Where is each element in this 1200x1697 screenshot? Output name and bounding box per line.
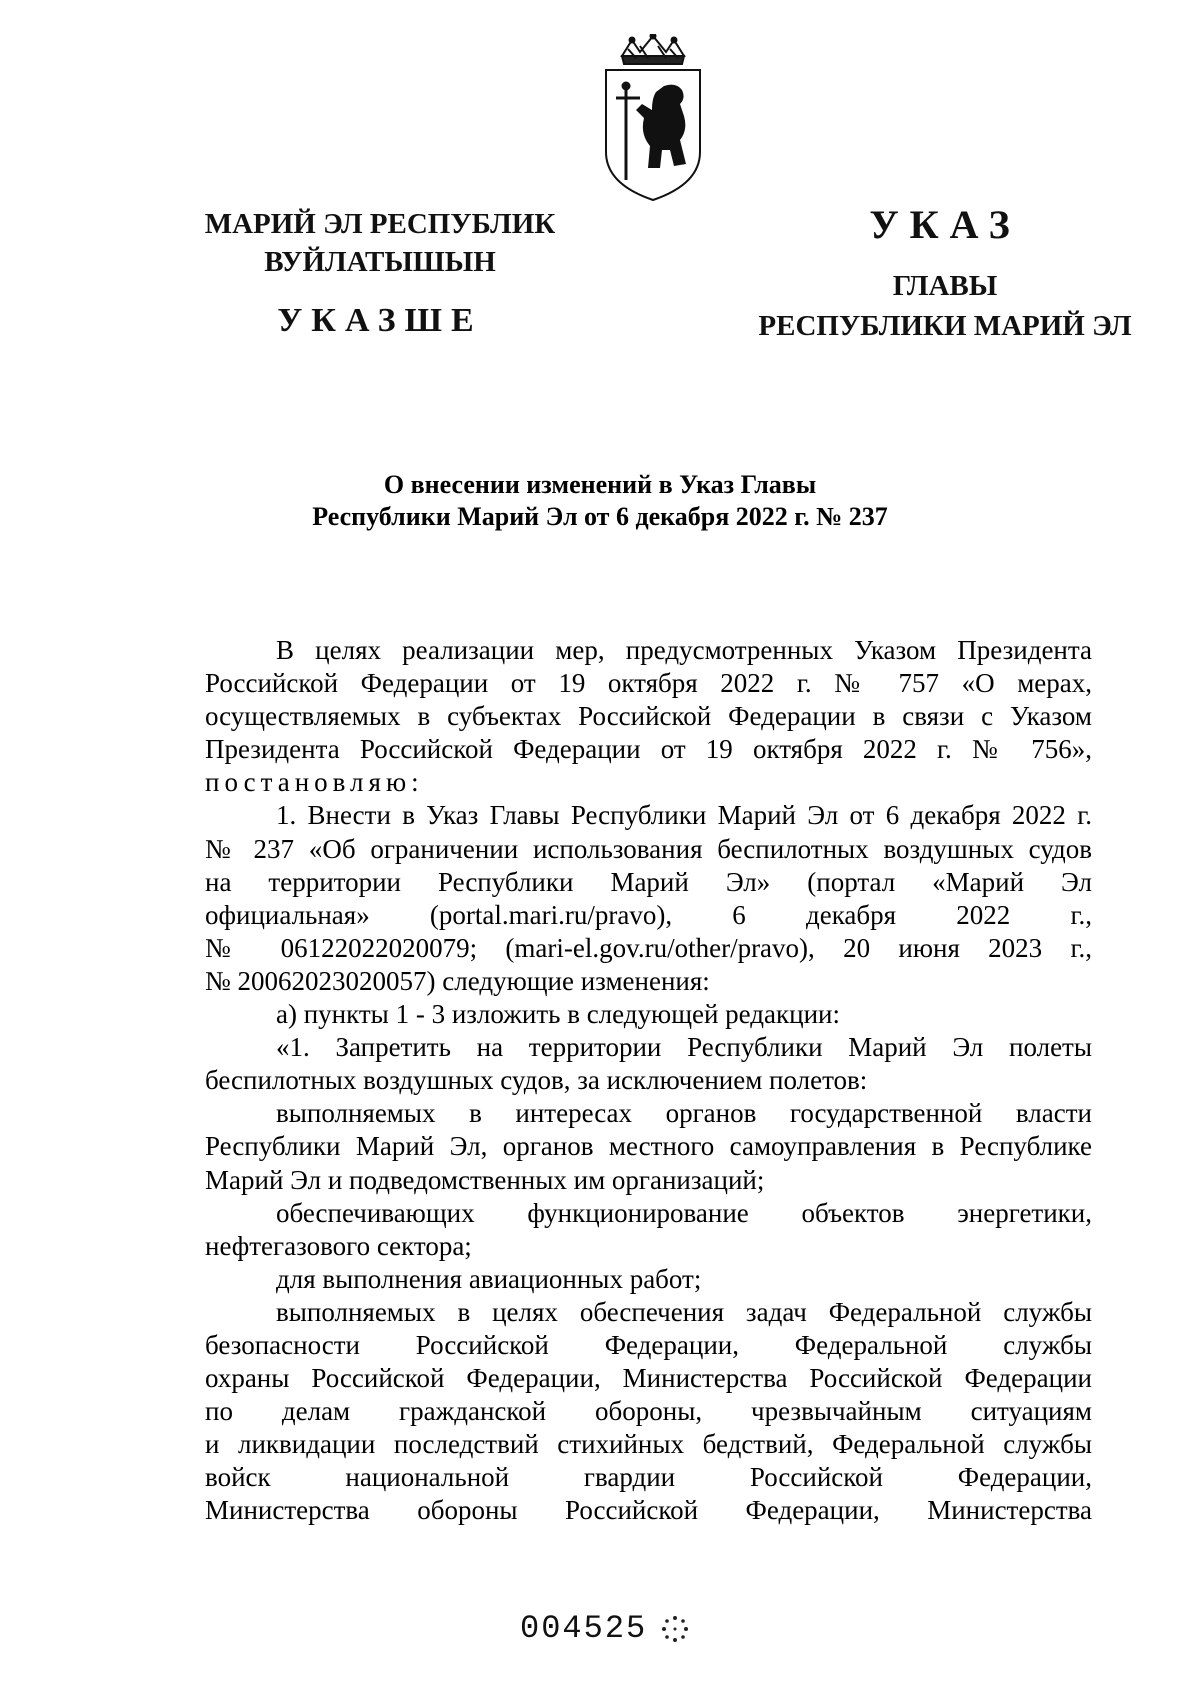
body-line: осуществляемых в субъектах Российской Федерации в связи с Указом — [205, 701, 1092, 732]
body-line: 1. Внести в Указ Главы Республики Марий Эл от 6 декабря 2022 г. — [276, 800, 1092, 831]
body-line: а) пункты 1 - 3 изложить в следующей редакции: — [276, 999, 840, 1030]
coat-of-arms-icon — [592, 34, 714, 204]
body-line: охраны Российской Федерации, Министерства Российской Федерации — [205, 1363, 1092, 1394]
body-line: № 06122022020079; (mari-el.gov.ru/other/pravo), 20 июня 2023 г., — [205, 932, 1092, 963]
header-left-line2: ВУЙЛАТЫШЫН — [264, 246, 496, 278]
body-line: на территории Республики Марий Эл» (портал «Марий Эл — [205, 866, 1092, 897]
body-line: войск национальной гвардии Российской Федерации, — [205, 1462, 1092, 1493]
ornament-star-icon — [660, 1614, 690, 1644]
header-right-line3: РЕСПУБЛИКИ МАРИЙ ЭЛ — [758, 310, 1132, 342]
body-line: и ликвидации последствий стихийных бедствий, Федеральной службы — [205, 1429, 1092, 1460]
body-line: Марий Эл и подведомственных им организаций; — [205, 1164, 765, 1195]
header-right-line2: ГЛАВЫ — [892, 270, 998, 302]
serial-number: 004525 — [520, 1610, 648, 1647]
body-line: Министерства обороны Российской Федерации, Министерства — [205, 1495, 1092, 1526]
body-line: выполняемых в интересах органов государственной власти — [276, 1098, 1092, 1129]
body-line: нефтегазового сектора; — [205, 1230, 472, 1261]
body-line: Российской Федерации от 19 октября 2022 г. № 757 «О мерах, — [205, 668, 1092, 699]
body-line: постановляю: — [205, 767, 424, 798]
header-left-line1: МАРИЙ ЭЛ РЕСПУБЛИК — [204, 208, 556, 240]
body-line: Республики Марий Эл, органов местного самоуправления в Республике — [205, 1131, 1092, 1162]
body-line: Президента Российской Федерации от 19 октября 2022 г. № 756», — [205, 734, 1092, 765]
body-line: для выполнения авиационных работ; — [276, 1263, 702, 1294]
body-line: № 237 «Об ограничении использования беспилотных воздушных судов — [205, 833, 1092, 864]
body-line: обеспечивающих функционирование объектов энергетики, — [276, 1197, 1092, 1228]
body-line: выполняемых в целях обеспечения задач Федеральной службы — [276, 1296, 1092, 1327]
body-line: официальная» (portal.mari.ru/pravo), 6 декабря 2022 г., — [205, 899, 1092, 930]
body-line: по делам гражданской обороны, чрезвычайным ситуациям — [205, 1396, 1092, 1427]
header-right-decree: УКАЗ — [869, 202, 1021, 247]
body-line: «1. Запретить на территории Республики Марий Эл полеты — [276, 1032, 1092, 1063]
header-left-decree: УКАЗШЕ — [277, 302, 483, 339]
body-line: В целях реализации мер, предусмотренных Указом Президента — [276, 635, 1092, 665]
document-body — [205, 634, 1092, 1528]
document-title-line1: О внесении изменений в Указ Главы — [383, 470, 817, 499]
body-line: безопасности Российской Федерации, Федеральной службы — [205, 1329, 1092, 1360]
body-line: беспилотных воздушных судов, за исключением полетов: — [205, 1065, 868, 1096]
document-title-line2: Республики Марий Эл от 6 декабря 2022 г. № 237 — [312, 502, 888, 531]
body-line: № 20062023020057) следующие изменения: — [205, 965, 710, 996]
